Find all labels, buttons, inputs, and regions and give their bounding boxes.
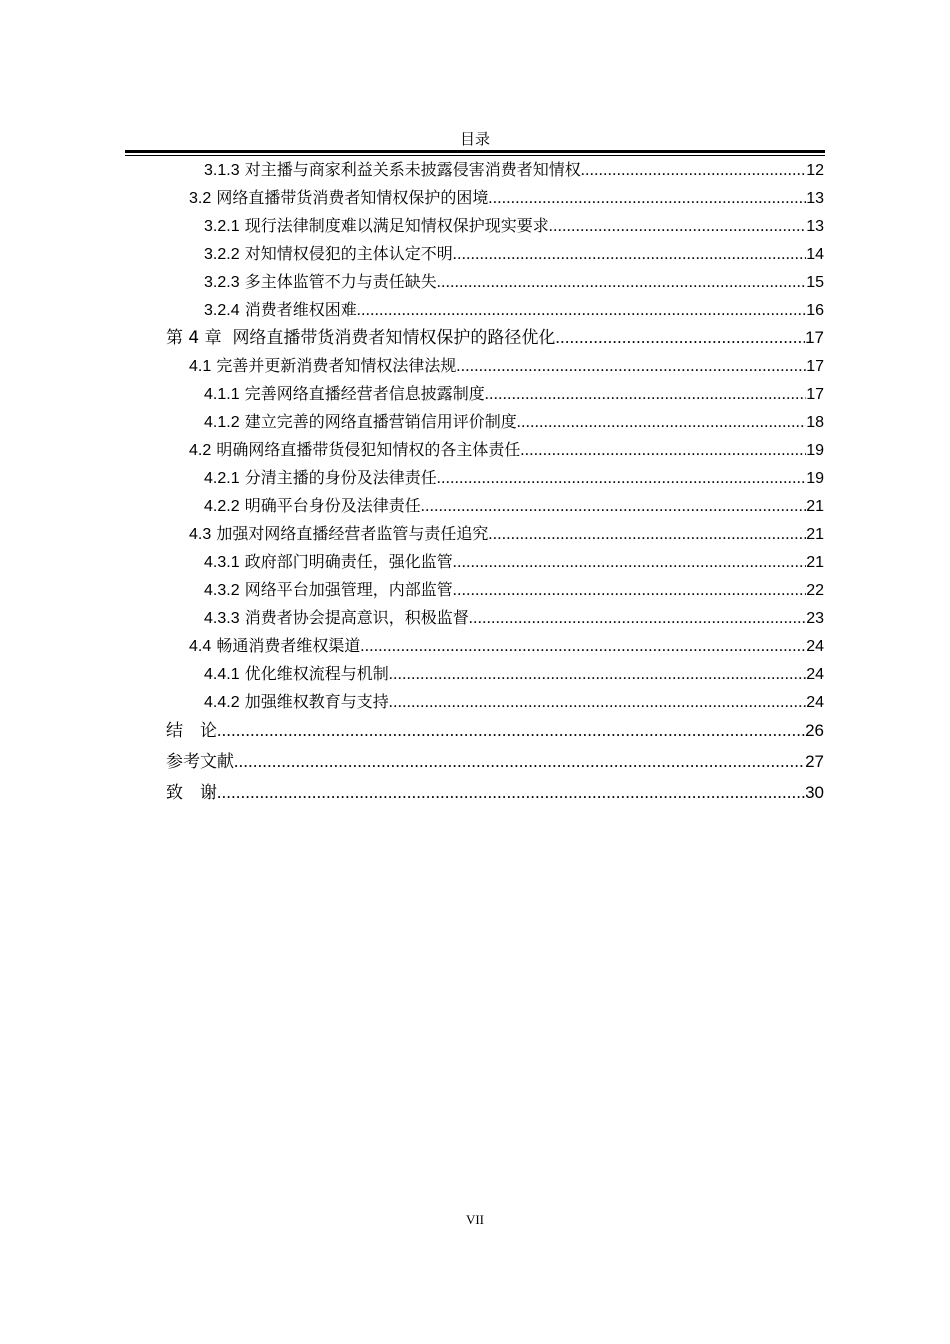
- toc-page-number: 13: [806, 218, 824, 235]
- toc-page-number: 24: [806, 694, 824, 711]
- toc-page-number: 19: [806, 442, 824, 459]
- toc-page-number: 26: [805, 721, 824, 740]
- footer-page-number: VII: [465, 1212, 485, 1227]
- toc-entry-acknowledgements[interactable]: 致 谢 ..... 30: [166, 777, 824, 808]
- toc-page-number: 30: [805, 783, 824, 802]
- toc-entry-chapter[interactable]: 第 4 章 网络直播带货消费者知情权保护的路径优化 ..... 17: [166, 322, 824, 353]
- toc-page-number: 17: [806, 358, 824, 375]
- toc-entry[interactable]: 4.3.3 消费者协会提高意识，积极监督 ..... 23: [204, 604, 824, 632]
- toc-page-number: 15: [806, 274, 824, 291]
- toc-entry[interactable]: 4.4 畅通消费者维权渠道 ..... 24: [189, 632, 824, 660]
- header-rule-thick: [125, 150, 825, 153]
- toc-entry[interactable]: 4.1.1 完善网络直播经营者信息披露制度 ..... 17: [204, 380, 824, 408]
- toc-entry[interactable]: 4.1.2 建立完善的网络直播营销信用评价制度 ..... 18: [204, 408, 824, 436]
- toc-entry-conclusion[interactable]: 结 论 ..... 26: [166, 715, 824, 746]
- toc-page-number: 19: [806, 470, 824, 487]
- toc-entry[interactable]: 4.2.1 分清主播的身份及法律责任 ..... 19: [204, 464, 824, 492]
- toc-page-number: 16: [806, 302, 824, 319]
- toc-page-number: 23: [806, 610, 824, 627]
- toc-page-number: 24: [806, 638, 824, 655]
- toc-entry[interactable]: 4.3 加强对网络直播经营者监管与责任追究 ..... 21: [189, 520, 824, 548]
- toc-entry[interactable]: 4.4.1 优化维权流程与机制 ..... 24: [204, 660, 824, 688]
- toc-page-number: 21: [806, 526, 824, 543]
- toc-entry[interactable]: 3.2 网络直播带货消费者知情权保护的困境 ..... 13: [189, 184, 824, 212]
- toc-entry[interactable]: 4.4.2 加强维权教育与支持 ..... 24: [204, 688, 824, 716]
- toc-page-number: 12: [806, 162, 824, 179]
- toc-entry-references[interactable]: 参考文献 ..... 27: [166, 746, 824, 777]
- toc-entry[interactable]: 4.3.2 网络平台加强管理，内部监管 ..... 22: [204, 576, 824, 604]
- toc-entry[interactable]: 4.3.1 政府部门明确责任，强化监管 ..... 21: [204, 548, 824, 576]
- toc-entry[interactable]: 3.1.3 对主播与商家利益关系未披露侵害消费者知情权 ..... 12: [204, 156, 824, 184]
- toc-page-number: 17: [806, 386, 824, 403]
- toc-page-number: 21: [806, 498, 824, 515]
- toc-page-number: 18: [806, 414, 824, 431]
- toc-entry[interactable]: 4.2.2 明确平台身份及法律责任 ..... 21: [204, 492, 824, 520]
- toc-page-number: 21: [806, 554, 824, 571]
- toc-entry[interactable]: 4.1 完善并更新消费者知情权法律法规 ..... 17: [189, 352, 824, 380]
- toc-entry[interactable]: 3.2.3 多主体监管不力与责任缺失 ..... 15: [204, 268, 824, 296]
- toc-page-number: 24: [806, 666, 824, 683]
- toc-page-number: 22: [806, 582, 824, 599]
- toc-page-number: 13: [806, 190, 824, 207]
- toc-page-number: 17: [805, 328, 824, 347]
- toc-page-number: 14: [806, 246, 824, 263]
- toc-entry[interactable]: 4.2 明确网络直播带货侵犯知情权的各主体责任 ..... 19: [189, 436, 824, 464]
- toc-entry[interactable]: 3.2.1 现行法律制度难以满足知情权保护现实要求 ..... 13: [204, 212, 824, 240]
- toc-entry[interactable]: 3.2.4 消费者维权困难 ..... 16: [204, 296, 824, 324]
- toc-page-number: 27: [805, 752, 824, 771]
- page-header-title: 目录: [459, 130, 490, 148]
- toc-entry[interactable]: 3.2.2 对知情权侵犯的主体认定不明 ..... 14: [204, 240, 824, 268]
